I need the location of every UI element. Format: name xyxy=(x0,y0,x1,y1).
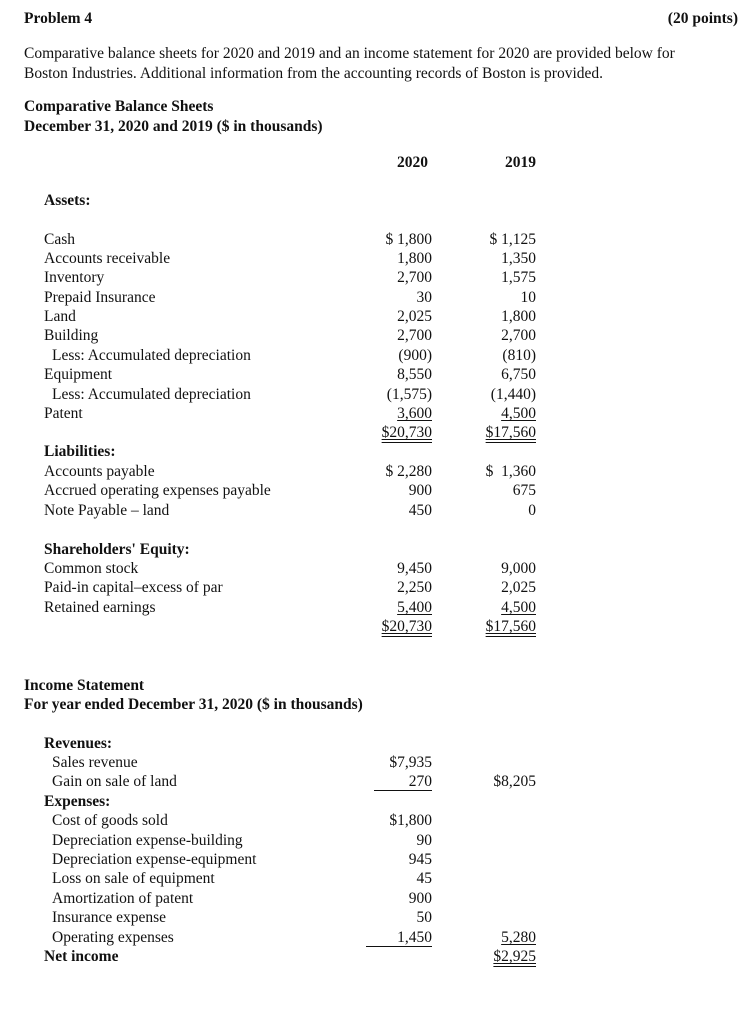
revenues-total: $8,205 xyxy=(493,773,536,790)
net-income-label: Net income xyxy=(44,948,119,965)
expense-label-loss-equipment: Loss on sale of equipment xyxy=(52,870,215,887)
asset-2020-cash: $ 1,800 xyxy=(385,231,432,248)
asset-2020-patent-value: 3,600 xyxy=(397,405,432,422)
revenue-amount-gain-land xyxy=(374,773,432,791)
liability-2019-note-payable: 0 xyxy=(528,502,536,519)
asset-2020-prepaid-insurance: 30 xyxy=(416,289,432,306)
asset-label-equipment: Equipment xyxy=(44,366,113,383)
asset-2019-building-accum-dep: (810) xyxy=(502,347,536,364)
assets-total-2019 xyxy=(430,424,536,442)
expense-label-operating: Operating expenses xyxy=(52,929,174,946)
expense-label-amortization: Amortization of patent xyxy=(52,890,194,907)
expense-amount-insurance: 50 xyxy=(416,909,432,926)
equity-2019-common-stock: 9,000 xyxy=(501,560,536,577)
asset-label-accounts-receivable: Accounts receivable xyxy=(44,250,171,267)
asset-2019-patent-value: 4,500 xyxy=(501,405,536,422)
equity-label-paid-in-capital: Paid-in capital–excess of par xyxy=(44,579,223,596)
assets-total-2020 xyxy=(330,424,432,442)
asset-2019-equipment: 6,750 xyxy=(501,366,536,383)
revenue-label-gain-land: Gain on sale of land xyxy=(52,773,177,790)
liability-2020-accrued-expenses: 900 xyxy=(408,482,432,499)
equity-total-2020 xyxy=(330,618,432,636)
expense-amount-operating xyxy=(366,929,432,947)
asset-label-prepaid-insurance: Prepaid Insurance xyxy=(44,289,156,306)
asset-2020-equipment-accum-dep: (1,575) xyxy=(386,386,432,403)
revenue-amount-sales: $7,935 xyxy=(389,754,432,771)
expenses-heading: Expenses: xyxy=(44,793,111,810)
balance-sheet-title: Comparative Balance Sheets xyxy=(24,98,214,115)
expense-amount-amortization: 900 xyxy=(408,890,432,907)
equity-2020-common-stock: 9,450 xyxy=(397,560,432,577)
asset-2019-prepaid-insurance: 10 xyxy=(520,289,536,306)
asset-2019-accounts-receivable: 1,350 xyxy=(501,250,536,267)
asset-label-land: Land xyxy=(44,308,76,325)
asset-label-building-accum-dep: Less: Accumulated depreciation xyxy=(52,347,251,364)
asset-2019-equipment-accum-dep: (1,440) xyxy=(490,386,536,403)
asset-2020-patent xyxy=(330,405,432,423)
equity-2020-retained-earnings xyxy=(330,599,432,617)
equity-label-retained-earnings: Retained earnings xyxy=(44,599,156,616)
equity-2019-paid-in-capital: 2,025 xyxy=(501,579,536,596)
balance-sheet-subtitle: December 31, 2020 and 2019 ($ in thousands) xyxy=(24,118,323,135)
expenses-total xyxy=(430,929,536,947)
asset-label-equipment-accum-dep: Less: Accumulated depreciation xyxy=(52,386,251,403)
assets-total-2020-value: $20,730 xyxy=(381,424,432,441)
liabilities-heading: Liabilities: xyxy=(44,443,116,460)
revenue-amount-gain-land-value: 270 xyxy=(374,774,432,791)
intro-line-1: Comparative balance sheets for 2020 and 2019 and an income statement for 2020 are provided below for xyxy=(24,45,675,62)
equity-2019-retained-earnings-value: 4,500 xyxy=(501,599,536,616)
equity-total-2019 xyxy=(430,618,536,636)
expenses-total-value: 5,280 xyxy=(501,929,536,946)
assets-total-2019-value: $17,560 xyxy=(485,424,536,441)
liability-2020-accounts-payable: $ 2,280 xyxy=(385,463,432,480)
column-header-2020: 2020 xyxy=(397,154,428,171)
asset-label-building: Building xyxy=(44,327,99,344)
expense-label-dep-equipment: Depreciation expense-equipment xyxy=(52,851,257,868)
asset-2020-accounts-receivable: 1,800 xyxy=(397,250,432,267)
asset-2020-building-accum-dep: (900) xyxy=(398,347,432,364)
liability-2020-note-payable: 450 xyxy=(408,502,432,519)
assets-heading: Assets: xyxy=(44,192,91,209)
equity-total-2019-value: $17,560 xyxy=(485,618,536,635)
liability-label-note-payable: Note Payable – land xyxy=(44,502,170,519)
net-income xyxy=(430,948,536,966)
equity-total-2020-value: $20,730 xyxy=(381,618,432,635)
expense-amount-operating-value: 1,450 xyxy=(366,930,432,947)
expense-amount-loss-equipment: 45 xyxy=(416,870,432,887)
asset-2020-building: 2,700 xyxy=(397,327,432,344)
asset-2020-land: 2,025 xyxy=(397,308,432,325)
asset-label-cash: Cash xyxy=(44,231,75,248)
revenues-heading: Revenues: xyxy=(44,735,113,752)
column-header-2019: 2019 xyxy=(505,154,536,171)
intro-line-2: Boston Industries. Additional information from the accounting records of Boston is provided. xyxy=(24,65,604,82)
expense-label-insurance: Insurance expense xyxy=(52,909,167,926)
revenue-label-sales: Sales revenue xyxy=(52,754,138,771)
equity-2020-paid-in-capital: 2,250 xyxy=(397,579,432,596)
net-income-value: $2,925 xyxy=(493,948,536,965)
expense-label-cogs: Cost of goods sold xyxy=(52,812,168,829)
asset-2020-inventory: 2,700 xyxy=(397,269,432,286)
asset-2019-inventory: 1,575 xyxy=(501,269,536,286)
problem-title: Problem 4 xyxy=(24,10,93,27)
income-statement-title: Income Statement xyxy=(24,677,145,694)
expense-amount-cogs: $1,800 xyxy=(389,812,432,829)
liability-2019-accrued-expenses: 675 xyxy=(512,482,536,499)
liability-label-accrued-expenses: Accrued operating expenses payable xyxy=(44,482,271,499)
equity-heading: Shareholders' Equity: xyxy=(44,541,190,558)
asset-2019-cash: $ 1,125 xyxy=(489,231,536,248)
asset-2019-patent xyxy=(430,405,536,423)
expense-label-dep-building: Depreciation expense-building xyxy=(52,832,243,849)
asset-label-inventory: Inventory xyxy=(44,269,105,286)
liability-label-accounts-payable: Accounts payable xyxy=(44,463,155,480)
problem-points: (20 points) xyxy=(667,10,738,27)
asset-2019-land: 1,800 xyxy=(501,308,536,325)
equity-2020-retained-earnings-value: 5,400 xyxy=(397,599,432,616)
expense-amount-dep-building: 90 xyxy=(416,832,432,849)
asset-label-patent: Patent xyxy=(44,405,83,422)
equity-label-common-stock: Common stock xyxy=(44,560,139,577)
expense-amount-dep-equipment: 945 xyxy=(408,851,432,868)
income-statement-subtitle: For year ended December 31, 2020 ($ in thousands) xyxy=(24,696,363,713)
asset-2019-building: 2,700 xyxy=(501,327,536,344)
liability-2019-accounts-payable: $ 1,360 xyxy=(485,463,536,480)
equity-2019-retained-earnings xyxy=(430,599,536,617)
asset-2020-equipment: 8,550 xyxy=(397,366,432,383)
